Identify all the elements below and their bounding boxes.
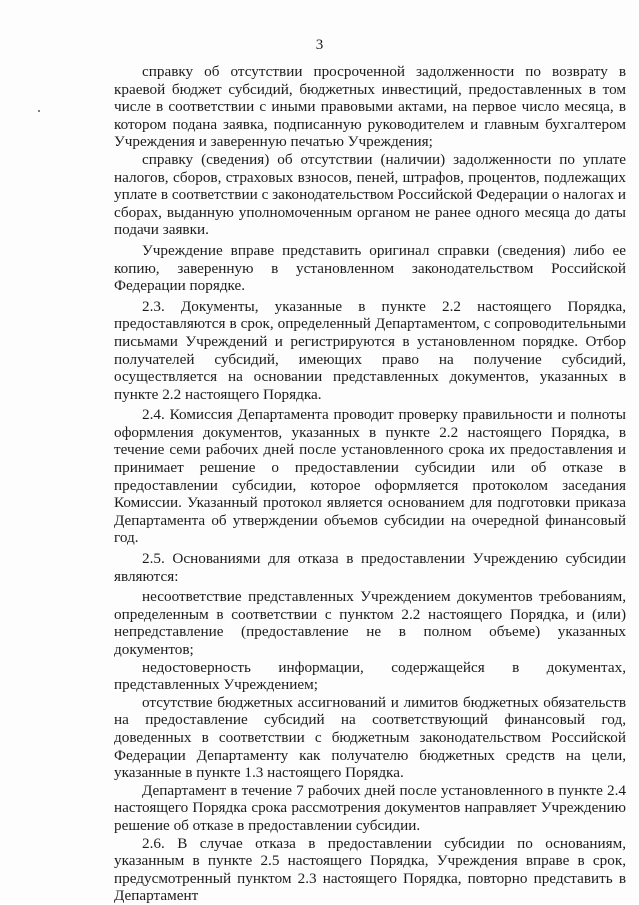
paragraph-refusal-reason-2: недостоверность информации, содержащейся в документах, представленных Учреждением;	[114, 658, 626, 694]
paragraph-2-5: 2.5. Основаниями для отказа в предоставлении Учреждению субсидии являются:	[114, 550, 626, 585]
paragraph-tax-certificate: справку (сведения) об отсутствии (наличии) задолженности по уплате налогов, сборов, страховых взносов, пеней, штрафов, процентов, подлежащих уплате в соответствии с законодательством Российской Федерации о налогах и сборах, выданную уполномоченным органом не ранее одного месяца до даты подачи заявки.	[114, 150, 626, 239]
paragraph-original-copy: Учреждение вправе представить оригинал справки (сведения) либо ее копию, заверенную в установленном законодательством Российской Федерации порядке.	[114, 241, 626, 295]
paragraph-2-4: 2.4. Комиссия Департамента проводит проверку правильности и полноты оформления документов, указанных в пункте 2.2 настоящего Порядка, в течение семи рабочих дней после установленного срока их предоставления и принимает решение о предоставлении субсидии или об отказе в предоставлении субсидии, которое оформляется протоколом заседания Комиссии. Указанный протокол является основанием для подготовки приказа Департамента об утверждении объемов субсидии на очередной финансовый год.	[114, 406, 626, 547]
paragraph-refusal-reason-1: несоответствие представленных Учреждением документов требованиям, определенным в соответствии с пунктом 2.2 настоящего Порядка, и (или) непредставление (предоставление не в полном объеме) указанных документов;	[114, 588, 626, 658]
document-body	[114, 63, 626, 905]
paragraph-debt-certificate: справку об отсутствии просроченной задолженности по возврату в краевой бюджет субсидий, бюджетных инвестиций, предоставленных в том числе в соответствии с иными правовыми актами, на первое число месяца, в котором подана заявка, подписанную руководителем и главным бухгалтером Учреждения и заверенную печатью Учреждения;	[114, 63, 626, 151]
paragraph-refusal-notice: Департамент в течение 7 рабочих дней после установленного в пункте 2.4 настоящего Порядка срока рассмотрения документов направляет Учреждению решение об отказе в предоставлении субсидии.	[114, 781, 626, 834]
paragraph-2-3: 2.3. Документы, указанные в пункте 2.2 настоящего Порядка, предоставляются в срок, определенный Департаментом, с сопроводительными письмами Учреждений и регистрируются в установленном порядке. Отбор получателей субсидий, имеющих право на получение субсидий, осуществляется на основании представленных документов, указанных в пункте 2.2 настоящего Порядка.	[114, 297, 626, 403]
page-number: 3	[315, 37, 324, 53]
paragraph-refusal-reason-3: отсутствие бюджетных ассигнований и лимитов бюджетных обязательств на предоставление субсидий на соответствующий финансовый год, доведенных в соответствии с бюджетным законодательством Российской Федерации Департаменту как получателю бюджетных средств на цели, указанные в пункте 1.3 настоящего Порядка.	[114, 693, 626, 782]
scan-speck	[38, 110, 40, 112]
paragraph-2-6: 2.6. В случае отказа в предоставлении субсидии по основаниям, указанным в пункте 2.5 настоящего Порядка, Учреждения вправе в срок, предусмотренный пунктом 2.3 настоящего Порядка, повторно представить в Департамент	[114, 834, 626, 905]
